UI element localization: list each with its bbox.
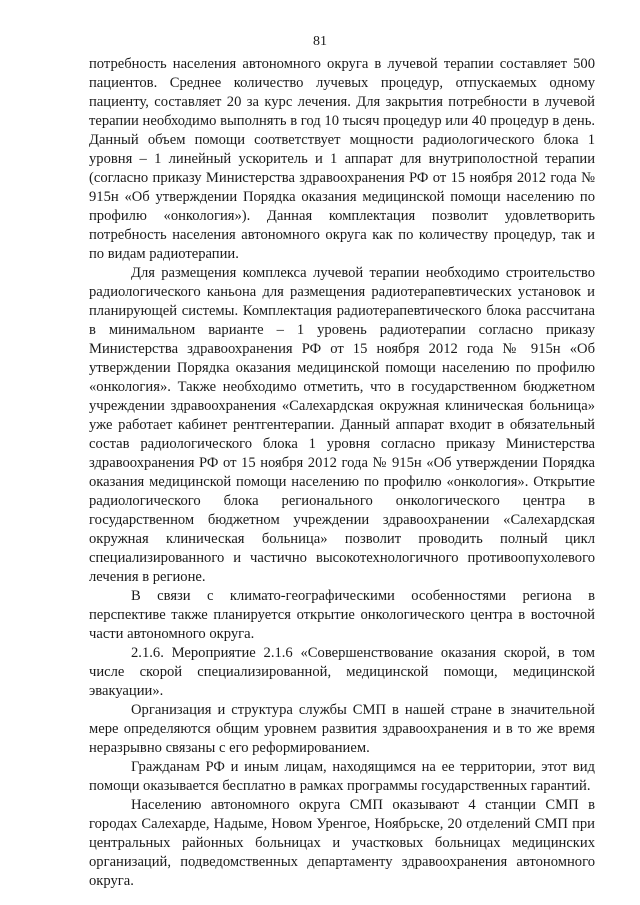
paragraph-measure-2-1-6: 2.1.6. Мероприятие 2.1.6 «Совершенствование оказания скорой, в том числе скорой специализированной, медицинской помощи, медицинской эвакуации». [89, 645, 595, 699]
paragraph-continuation: потребность населения автономного округа в лучевой терапии составляет 500 пациентов. Среднее количество лучевых процедур, отпускаемых одному пациенту, составляет 20 за курс лечения. Для закрытия потребности в лучевой терапии необходимо выполнять в год 10 тысяч процедур или 40 процедур в день. Данный объем помощи соответствует мощности радиологического блока 1 уровня – 1 линейный ускоритель и 1 аппарат для внутриполостной терапии (согласно приказу Министерства здравоохранения РФ от 15 ноября 2012 года № 915н «Об утверждении Порядка оказания медицинской помощи населению по профилю «онкология»). Данная комплектация позволит удовлетворить потребность населения автономного округа как по количеству процедур, так и по видам радиотерапии. [89, 56, 595, 262]
paragraph-organization: Организация и структура службы СМП в нашей стране в значительной мере определяются общим уровнем развития здравоохранения и в то же время неразрывно связаны с его реформированием. [89, 702, 595, 756]
paragraph-climate: В связи с климато-географическими особенностями региона в перспективе также планируется открытие онкологического центра в восточной части автономного округа. [89, 588, 595, 642]
paragraph-stations: Населению автономного округа СМП оказывают 4 станции СМП в городах Салехарде, Надыме, Новом Уренгое, Ноябрьске, 20 отделений СМП при центральных районных больницах и участковых больницах медицинских организаций, подведомственных департаменту здравоохранения автономного округа. [89, 797, 595, 889]
page-number: 81 [313, 34, 327, 49]
paragraph-radiology-complex: Для размещения комплекса лучевой терапии необходимо строительство радиологического каньона для размещения радиотерапевтических установок и планирующей системы. Комплектация радиотерапевтического блока рассчитана в минимальном варианте – 1 уровень радиотерапии согласно приказу Министерства здравоохранения РФ от 15 ноября 2012 года № 915н «Об утверждении Порядка оказания медицинской помощи населению по профилю «онкология». Также необходимо отметить, что в государственном бюджетном учреждении здравоохранения «Салехардская окружная клиническая больница» уже работает кабинет рентгентерапии. Данный аппарат входит в обязательный состав радиологического блока 1 уровня согласно приказу Министерства здравоохранения РФ от 15 ноября 2012 года № 915н «Об утверждении Порядка оказания медицинской помощи населению по профилю «онкология». Открытие радиологического блока регионального онкологического центра в государственном бюджетном учреждении здравоохранении «Салехардская окружная клиническая больница» позволит проводить полный цикл специализированного и частично высокотехнологичного противоопухолевого лечения в регионе. [89, 265, 595, 585]
document-body [89, 55, 595, 891]
paragraph-citizens: Гражданам РФ и иным лицам, находящимся на ее территории, этот вид помощи оказывается бесплатно в рамках программы государственных гарантий. [89, 759, 595, 794]
